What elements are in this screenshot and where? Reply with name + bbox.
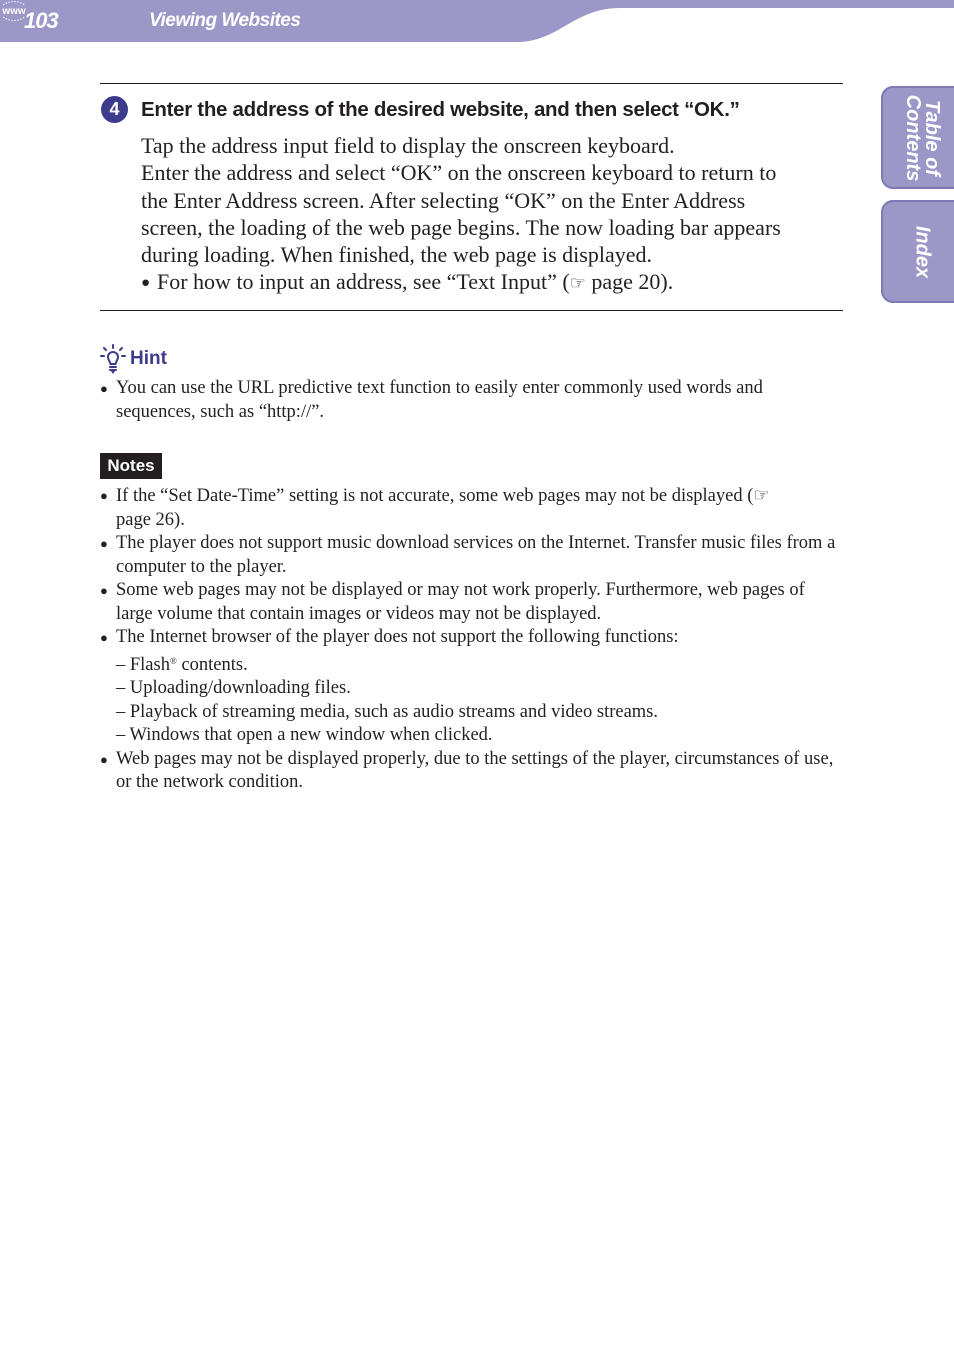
hint-label: Hint (130, 348, 167, 369)
divider-top (100, 83, 843, 84)
index-tab[interactable] (881, 200, 954, 303)
page-header (0, 0, 954, 44)
svg-text:www: www (2, 6, 26, 17)
table-of-contents-tab[interactable] (881, 86, 954, 189)
bullet-icon: ● (100, 751, 108, 767)
step-line: Tap the address input field to display the onscreen keyboard. (141, 133, 675, 158)
toc-tab-label (903, 94, 941, 181)
step-body (141, 132, 831, 298)
step-line: during loading. When finished, the web page is displayed. (141, 242, 652, 268)
bullet-icon: ● (100, 488, 108, 503)
list-item (100, 484, 840, 532)
note-text: Some web pages may not be displayed or may not work properly. Furthermore, web pages of large volume that contain images or videos may not be displayed. (116, 580, 805, 624)
header-band (0, 0, 954, 44)
page-26-link[interactable]: page 26). (116, 509, 185, 530)
bullet-icon: ● (141, 275, 151, 292)
divider-bottom (100, 310, 843, 311)
pointing-hand-icon: ☞ (569, 273, 586, 294)
page-number: 103 (24, 8, 58, 33)
step-bullet-text: For how to input an address, see “Text Input” ( (157, 269, 570, 295)
hint-list (100, 377, 840, 424)
step-number-badge: 4 (101, 96, 128, 123)
step-line: Enter the address and select “OK” on the onscreen keyboard to return to (141, 160, 777, 186)
list-item (100, 626, 840, 748)
hint-text: You can use the URL predictive text function to easily enter commonly used words and sequences, such as “http://”. (116, 378, 763, 422)
notes-list (100, 484, 840, 795)
note-text: The player does not support music download services on the Internet. Transfer music files from a computer to the player. (116, 533, 836, 577)
notes-label: Notes (100, 453, 162, 479)
section-title: Viewing Websites (149, 10, 301, 31)
registered-mark: ® (169, 655, 177, 666)
step-line: screen, the loading of the web page begins. The now loading bar appears (141, 214, 781, 240)
sub-text: contents. (181, 654, 248, 675)
bullet-icon: ● (100, 630, 108, 645)
pointing-hand-icon: ☞ (753, 485, 770, 505)
note-text: Web pages may not be displayed properly, due to the settings of the player, circumstances of use, or the network condition. (116, 748, 834, 792)
lightbulb-icon (100, 344, 128, 374)
sub-item: – Uploading/downloading files. (116, 678, 351, 698)
note-text: The Internet browser of the player does not support the following functions: (116, 627, 679, 647)
toc-tab-line1: Table of (921, 99, 943, 176)
list-item (100, 579, 840, 626)
sub-item: – Playback of streaming media, such as audio streams and video streams. (116, 701, 659, 722)
toc-tab-line2: Contents (902, 94, 924, 181)
sub-text: – Flash (116, 654, 170, 675)
bullet-icon: ● (100, 536, 108, 551)
bullet-icon: ● (100, 381, 108, 396)
step-heading: Enter the address of the desired website, and then select “OK.” (141, 98, 740, 121)
note-text: If the “Set Date-Time” setting is not accurate, some web pages may not be displayed ( (116, 486, 754, 506)
list-item (100, 377, 840, 424)
list-item (100, 748, 840, 795)
www-icon (0, 0, 28, 22)
bullet-icon: ● (100, 583, 108, 598)
step-line: the Enter Address screen. After selecting “OK” on the Enter Address (141, 187, 746, 213)
sub-item: – Windows that open a new window when clicked. (116, 725, 493, 745)
page-20-link[interactable]: page 20). (591, 269, 674, 295)
index-tab-label: Index (911, 225, 934, 278)
sub-item (116, 650, 840, 678)
step-bullet (141, 268, 831, 297)
list-item (100, 532, 840, 579)
